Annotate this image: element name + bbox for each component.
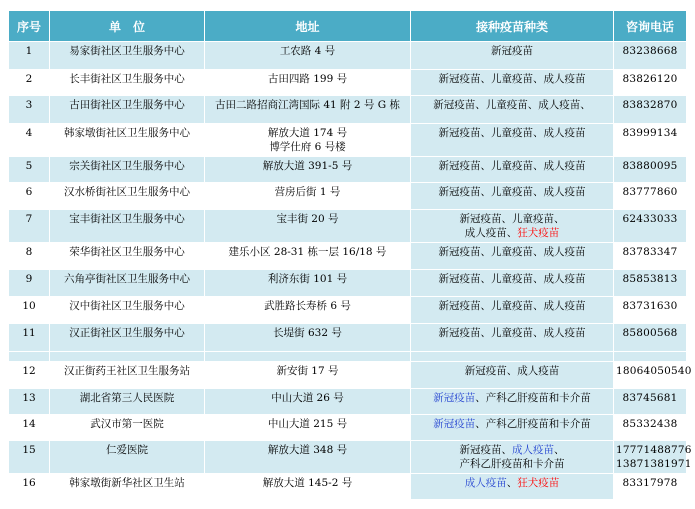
cell-phone: [614, 42, 687, 70]
header-address: 地址: [205, 11, 411, 42]
vaccine-segment: 新冠疫苗、儿童疫苗、成人疫苗: [438, 300, 586, 312]
vaccine-segment: 新冠疫苗: [491, 45, 533, 57]
cell-unit: 宝丰街社区卫生服务中心: [50, 210, 205, 243]
phone-number: 83777860: [622, 186, 678, 198]
phone-number: 13871381971: [616, 458, 692, 470]
cell-phone: [614, 297, 687, 324]
vaccine-line: [413, 443, 611, 457]
divider-cell: [9, 352, 50, 362]
cell-address: [205, 157, 411, 183]
vaccine-line: [413, 212, 611, 226]
vaccine-segment: 新冠疫苗、儿童疫苗、成人疫苗: [438, 246, 586, 258]
vaccine-line: [413, 226, 611, 240]
cell-no: 13: [9, 389, 50, 415]
cell-phone: [614, 324, 687, 352]
cell-no: 9: [9, 270, 50, 297]
vaccine-segment: 新冠疫苗: [433, 418, 476, 430]
phone-number: 83826120: [622, 73, 678, 85]
phone-number: 83832870: [622, 99, 678, 111]
vaccine-segment: 新冠疫苗、儿童疫苗、成人疫苗: [438, 186, 586, 198]
cell-vaccine-types: [411, 389, 614, 415]
cell-address: [205, 270, 411, 297]
cell-no: 2: [9, 70, 50, 96]
cell-address: [205, 362, 411, 389]
cell-vaccine-types: [411, 210, 614, 243]
cell-no: 16: [9, 474, 50, 500]
phone-number: 83880095: [622, 160, 678, 172]
header-row: [9, 11, 687, 42]
vaccine-line: [413, 126, 611, 140]
phone-number: 83745681: [622, 392, 678, 404]
cell-no: 10: [9, 297, 50, 324]
cell-no: 11: [9, 324, 50, 352]
cell-phone: [614, 243, 687, 270]
divider-cell: [205, 352, 411, 362]
address-line: 古田二路招商江湾国际 41 附 2 号 G 栋: [215, 99, 400, 111]
cell-unit: 长丰街社区卫生服务中心: [50, 70, 205, 96]
cell-address: [205, 415, 411, 441]
cell-unit: 荣华街社区卫生服务中心: [50, 243, 205, 270]
cell-phone: [614, 270, 687, 297]
cell-unit: 韩家墩街社区卫生服务中心: [50, 124, 205, 157]
cell-vaccine-types: [411, 362, 614, 389]
cell-unit: 易家街社区卫生服务中心: [50, 42, 205, 70]
cell-vaccine-types: [411, 183, 614, 210]
cell-phone: [614, 210, 687, 243]
vaccine-segment: 成人疫苗: [464, 477, 507, 489]
cell-unit: 韩家墩街新华社区卫生站: [50, 474, 205, 500]
cell-unit: 武汉市第一医院: [50, 415, 205, 441]
cell-unit: 宗关街社区卫生服务中心: [50, 157, 205, 183]
vaccine-segment: 、: [554, 444, 565, 456]
cell-address: [205, 297, 411, 324]
cell-no: 1: [9, 42, 50, 70]
cell-phone: [614, 70, 687, 96]
vaccine-line: [413, 457, 611, 471]
vaccine-line: [413, 326, 611, 340]
phone-number: 85800568: [622, 327, 678, 339]
cell-vaccine-types: [411, 441, 614, 474]
cell-unit: 六角亭街社区卫生服务中心: [50, 270, 205, 297]
table-row: [9, 210, 687, 243]
phone-number: 17771488776: [616, 444, 692, 456]
vaccine-segment: 新冠疫苗、儿童疫苗、成人疫苗: [438, 273, 586, 285]
address-line: 利济东街 101 号: [267, 273, 348, 285]
vaccine-line: [413, 364, 611, 378]
table-row: [9, 124, 687, 157]
cell-address: [205, 70, 411, 96]
cell-address: [205, 243, 411, 270]
phone-number: 83238668: [622, 45, 678, 57]
vaccine-segment: 成人疫苗: [512, 444, 554, 456]
cell-no: 8: [9, 243, 50, 270]
table-row: [9, 324, 687, 352]
address-line: 营房后街 1 号: [274, 186, 341, 198]
phone-number: 83999134: [622, 127, 678, 139]
address-line: 中山大道 26 号: [271, 392, 344, 404]
vaccine-line: [413, 185, 611, 199]
cell-no: 6: [9, 183, 50, 210]
vaccine-segment: 狂犬疫苗: [517, 227, 560, 239]
vaccine-line: [413, 299, 611, 313]
cell-unit: 汉正街社区卫生服务中心: [50, 324, 205, 352]
cell-phone: [614, 389, 687, 415]
cell-address: [205, 96, 411, 124]
table-row: [9, 297, 687, 324]
cell-address: [205, 324, 411, 352]
address-line: 解放大道 145-2 号: [262, 477, 353, 489]
cell-vaccine-types: [411, 415, 614, 441]
vaccine-segment: 、: [506, 477, 518, 489]
cell-address: [205, 474, 411, 500]
cell-phone: [614, 96, 687, 124]
table-row: [9, 270, 687, 297]
header-no: 序号: [9, 11, 50, 42]
cell-vaccine-types: [411, 324, 614, 352]
address-line: 新安街 17 号: [276, 365, 339, 377]
vaccine-segment: 新冠疫苗、成人疫苗: [464, 365, 560, 377]
divider-cell: [411, 352, 614, 362]
phone-number: 62433033: [622, 213, 678, 225]
cell-address: [205, 210, 411, 243]
vaccine-segment: 、产科乙肝疫苗和卡介苗: [475, 418, 591, 430]
vaccine-segment: 新冠疫苗、儿童疫苗、成人疫苗: [438, 160, 586, 172]
cell-vaccine-types: [411, 270, 614, 297]
cell-unit: 汉水桥街社区卫生服务中心: [50, 183, 205, 210]
phone-number: 83317978: [622, 477, 678, 489]
vaccine-line: [413, 44, 611, 58]
phone-number: 18064050540: [616, 365, 692, 377]
cell-vaccine-types: [411, 297, 614, 324]
divider-cell: [50, 352, 205, 362]
table-row: [9, 441, 687, 474]
header-phone: 咨询电话: [614, 11, 687, 42]
cell-phone: [614, 441, 692, 474]
table-row: [9, 70, 687, 96]
cell-unit: 仁爱医院: [50, 441, 205, 474]
table-row: [9, 362, 687, 389]
address-line: 古田四路 199 号: [267, 73, 348, 85]
cell-address: [205, 124, 411, 157]
address-line: 宝丰街 20 号: [276, 213, 339, 225]
cell-vaccine-types: [411, 70, 614, 96]
table-row: [9, 42, 687, 70]
cell-unit: 汉中街社区卫生服务中心: [50, 297, 205, 324]
address-line: 长堤街 632 号: [273, 327, 342, 339]
vaccine-segment: 狂犬疫苗: [517, 477, 560, 489]
address-line: 建乐小区 28-31 栋一层 16/18 号: [228, 246, 387, 258]
vaccine-segment: 新冠疫苗、儿童疫苗、: [459, 213, 565, 225]
table-row: [9, 389, 687, 415]
cell-vaccine-types: [411, 42, 614, 70]
vaccine-line: [413, 245, 611, 259]
header-unit: 单 位: [50, 11, 205, 42]
table-row: [9, 157, 687, 183]
cell-no: 3: [9, 96, 50, 124]
vaccine-line: [413, 391, 611, 405]
vaccine-line: [413, 476, 611, 490]
vaccine-segment: 新冠疫苗、儿童疫苗、成人疫苗: [438, 73, 586, 85]
cell-phone: [614, 474, 687, 500]
vaccine-line: [413, 98, 611, 112]
phone-number: 85853813: [622, 273, 678, 285]
address-line: 中山大道 215 号: [267, 418, 348, 430]
cell-address: [205, 183, 411, 210]
vaccine-segment: 新冠疫苗、儿童疫苗、成人疫苗: [438, 127, 586, 139]
address-line: 解放大道 391-5 号: [262, 160, 353, 172]
cell-vaccine-types: [411, 243, 614, 270]
cell-address: [205, 42, 411, 70]
vaccine-segment: 新冠疫苗、儿童疫苗、成人疫苗、: [433, 99, 591, 111]
table-row: [9, 415, 687, 441]
vaccine-line: [413, 72, 611, 86]
cell-unit: 古田街社区卫生服务中心: [50, 96, 205, 124]
address-line: 武胜路长寿桥 6 号: [264, 300, 351, 312]
cell-no: 5: [9, 157, 50, 183]
table-row: [9, 474, 687, 500]
table-row: [9, 96, 687, 124]
address-line: 解放大道 348 号: [267, 444, 348, 456]
cell-no: 15: [9, 441, 50, 474]
cell-phone: [614, 157, 687, 183]
vaccine-segment: 、产科乙肝疫苗和卡介苗: [475, 392, 591, 404]
cell-phone: [614, 183, 687, 210]
vaccine-line: [413, 159, 611, 173]
cell-address: [205, 441, 411, 474]
vaccine-line: [413, 272, 611, 286]
phone-number: 85332438: [622, 418, 678, 430]
cell-vaccine-types: [411, 474, 614, 500]
vaccine-segment: 产科乙肝疫苗和卡介苗: [459, 458, 565, 470]
cell-address: [205, 389, 411, 415]
cell-phone: [614, 415, 687, 441]
cell-vaccine-types: [411, 96, 614, 124]
vaccine-line: [413, 417, 611, 431]
cell-no: 4: [9, 124, 50, 157]
address-line: 博学仕府 6 号楼: [269, 141, 346, 153]
cell-phone: [614, 124, 687, 157]
cell-vaccine-types: [411, 124, 614, 157]
phone-number: 83783347: [622, 246, 678, 258]
cell-unit: 湖北省第三人民医院: [50, 389, 205, 415]
cell-no: 7: [9, 210, 50, 243]
section-divider: [9, 352, 687, 362]
vaccine-segment: 新冠疫苗、: [459, 444, 512, 456]
cell-unit: 汉正街药王社区卫生服务站: [50, 362, 205, 389]
cell-no: 12: [9, 362, 50, 389]
cell-phone: [614, 362, 692, 389]
vaccine-segment: 新冠疫苗: [433, 392, 476, 404]
header-vaccine-types: 接种疫苗种类: [411, 11, 614, 42]
vaccine-segment: 成人疫苗、: [464, 227, 518, 239]
divider-cell: [614, 352, 687, 362]
table-row: [9, 183, 687, 210]
vaccination-sites-table: [8, 10, 692, 500]
cell-no: 14: [9, 415, 50, 441]
cell-vaccine-types: [411, 157, 614, 183]
address-line: 工农路 4 号: [279, 45, 336, 57]
address-line: 解放大道 174 号: [267, 127, 348, 139]
vaccine-segment: 新冠疫苗、儿童疫苗、成人疫苗: [438, 327, 586, 339]
phone-number: 83731630: [622, 300, 678, 312]
table-row: [9, 243, 687, 270]
